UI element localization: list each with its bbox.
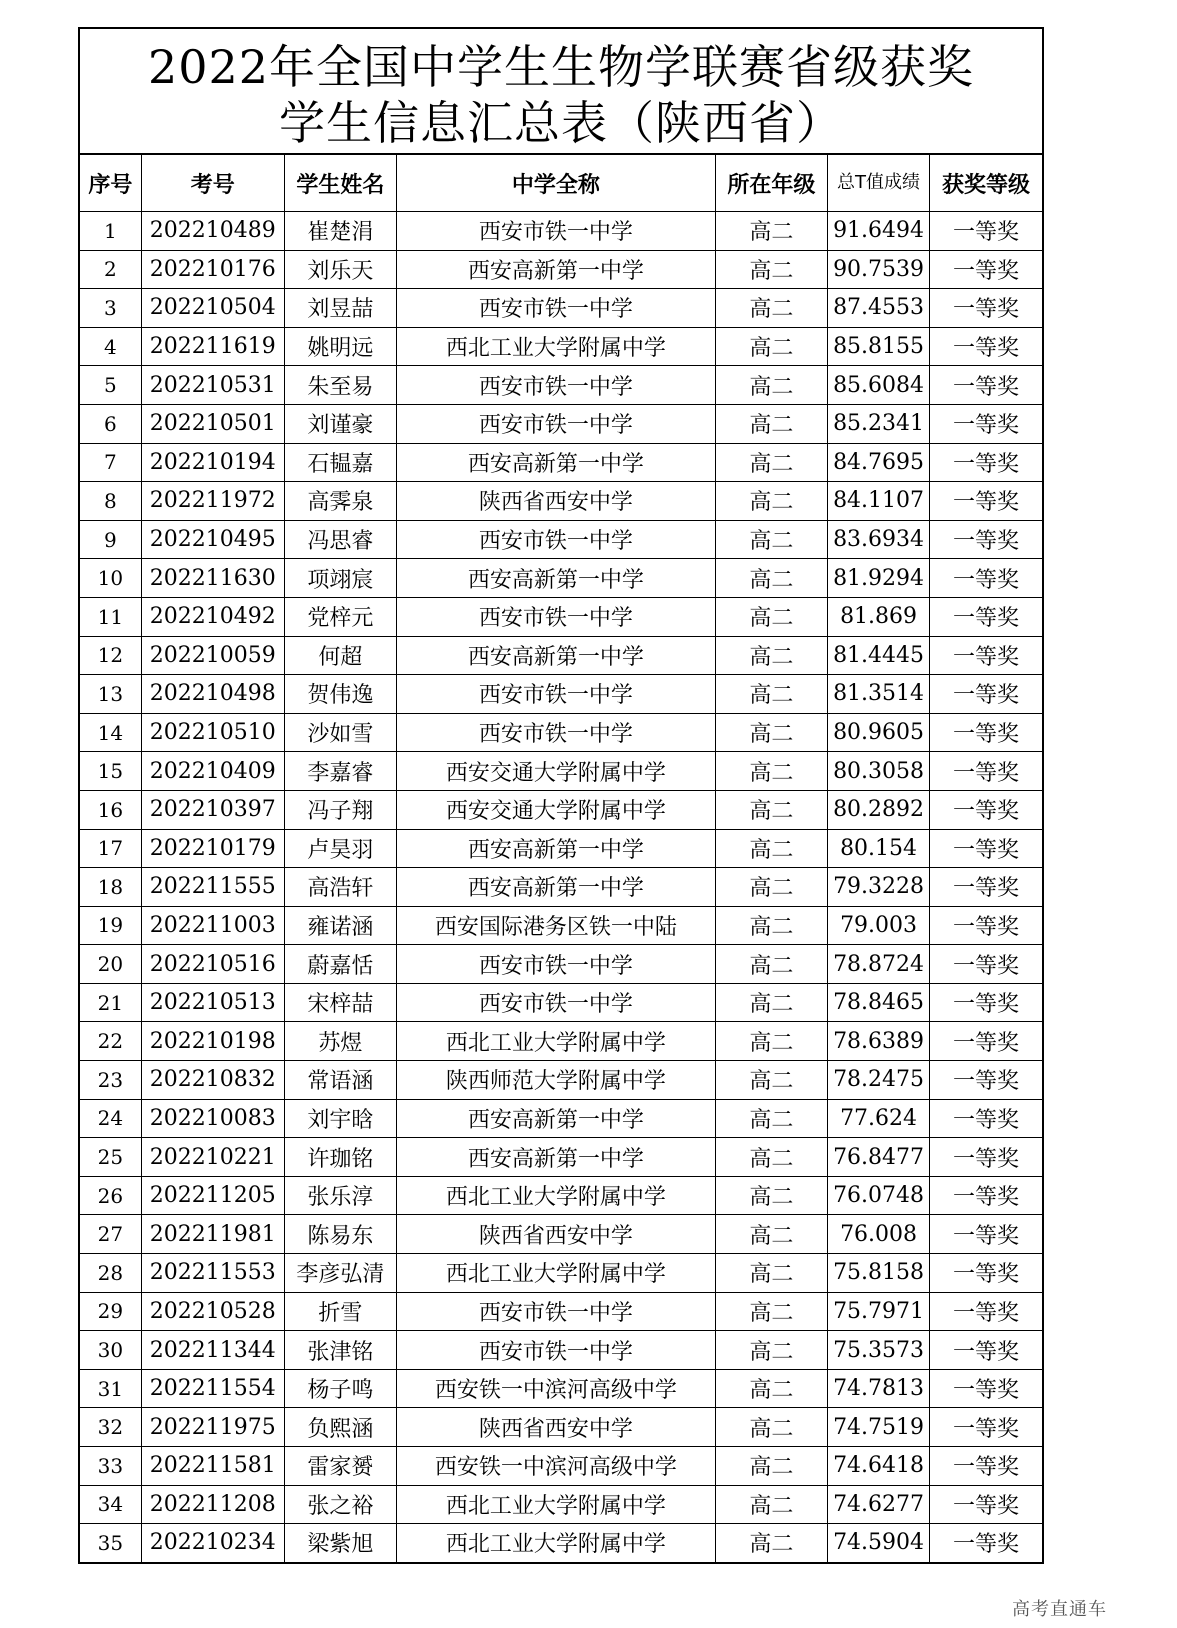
cell-seq: 14 [80,713,141,752]
table-row [80,752,1042,791]
table-row [80,1215,1042,1254]
cell-school: 西安市铁一中学 [397,404,716,443]
cell-name: 苏煜 [284,1022,396,1061]
cell-seq: 28 [80,1254,141,1293]
cell-school: 西北工业大学附属中学 [397,1524,716,1562]
table-row [80,404,1042,443]
cell-school: 西安铁一中滨河高级中学 [397,1447,716,1486]
cell-seq: 11 [80,597,141,636]
cell-seq: 16 [80,790,141,829]
cell-exam-no: 202210504 [141,289,284,328]
table-row [80,1061,1042,1100]
cell-school: 西安高新第一中学 [397,1099,716,1138]
cell-grade: 高二 [715,983,827,1022]
cell-score: 79.3228 [828,868,930,907]
cell-school: 西安高新第一中学 [397,1138,716,1177]
cell-exam-no: 202210409 [141,752,284,791]
cell-score: 80.154 [828,829,930,868]
cell-seq: 21 [80,983,141,1022]
cell-grade: 高二 [715,1369,827,1408]
cell-seq: 24 [80,1099,141,1138]
cell-grade: 高二 [715,559,827,598]
cell-school: 西安市铁一中学 [397,289,716,328]
cell-school: 西安市铁一中学 [397,713,716,752]
table-row [80,636,1042,675]
cell-score: 74.7519 [828,1408,930,1447]
cell-exam-no: 202210513 [141,983,284,1022]
cell-name: 崔楚涓 [284,212,396,251]
cell-seq: 22 [80,1022,141,1061]
cell-grade: 高二 [715,906,827,945]
table-row [80,983,1042,1022]
cell-grade: 高二 [715,675,827,714]
cell-score: 74.7813 [828,1369,930,1408]
cell-award: 一等奖 [930,713,1042,752]
cell-grade: 高二 [715,597,827,636]
cell-grade: 高二 [715,868,827,907]
cell-exam-no: 202211972 [141,482,284,521]
cell-award: 一等奖 [930,366,1042,405]
cell-award: 一等奖 [930,559,1042,598]
cell-name: 高浩轩 [284,868,396,907]
cell-award: 一等奖 [930,1176,1042,1215]
cell-grade: 高二 [715,366,827,405]
cell-exam-no: 202210234 [141,1524,284,1562]
cell-school: 陕西省西安中学 [397,1215,716,1254]
cell-score: 84.7695 [828,443,930,482]
table-row [80,713,1042,752]
cell-name: 李嘉睿 [284,752,396,791]
cell-award: 一等奖 [930,636,1042,675]
cell-name: 雍诺涵 [284,906,396,945]
cell-school: 西北工业大学附属中学 [397,1022,716,1061]
cell-exam-no: 202210501 [141,404,284,443]
cell-school: 西安市铁一中学 [397,212,716,251]
cell-name: 姚明远 [284,327,396,366]
cell-name: 常语涵 [284,1061,396,1100]
cell-school: 西安高新第一中学 [397,636,716,675]
cell-exam-no: 202210198 [141,1022,284,1061]
cell-award: 一等奖 [930,1292,1042,1331]
cell-seq: 8 [80,482,141,521]
cell-school: 西安交通大学附属中学 [397,752,716,791]
cell-seq: 1 [80,212,141,251]
table-row [80,1524,1042,1562]
cell-name: 党梓元 [284,597,396,636]
award-table [80,155,1042,1562]
cell-exam-no: 202210194 [141,443,284,482]
cell-grade: 高二 [715,829,827,868]
cell-score: 84.1107 [828,482,930,521]
table-row [80,327,1042,366]
cell-award: 一等奖 [930,983,1042,1022]
cell-exam-no: 202211553 [141,1254,284,1293]
col-header-exam-no: 考号 [141,155,284,212]
cell-exam-no: 202210492 [141,597,284,636]
table-row [80,520,1042,559]
cell-school: 陕西师范大学附属中学 [397,1061,716,1100]
cell-name: 宋梓喆 [284,983,396,1022]
cell-grade: 高二 [715,1176,827,1215]
cell-award: 一等奖 [930,1331,1042,1370]
cell-school: 西安高新第一中学 [397,443,716,482]
cell-score: 74.6418 [828,1447,930,1486]
col-header-school: 中学全称 [397,155,716,212]
cell-award: 一等奖 [930,1061,1042,1100]
cell-award: 一等奖 [930,829,1042,868]
cell-seq: 3 [80,289,141,328]
cell-score: 80.9605 [828,713,930,752]
cell-school: 西安市铁一中学 [397,983,716,1022]
cell-grade: 高二 [715,1524,827,1562]
header-row [80,155,1042,212]
cell-award: 一等奖 [930,1099,1042,1138]
cell-name: 朱至易 [284,366,396,405]
cell-school: 西安市铁一中学 [397,945,716,984]
cell-grade: 高二 [715,327,827,366]
cell-grade: 高二 [715,443,827,482]
cell-score: 80.3058 [828,752,930,791]
col-header-score: 总T值成绩 [828,155,930,212]
cell-seq: 20 [80,945,141,984]
cell-seq: 13 [80,675,141,714]
table-row [80,906,1042,945]
cell-score: 74.6277 [828,1485,930,1524]
cell-name: 石韫嘉 [284,443,396,482]
cell-name: 张乐淳 [284,1176,396,1215]
cell-school: 西安市铁一中学 [397,1331,716,1370]
cell-score: 78.6389 [828,1022,930,1061]
cell-school: 陕西省西安中学 [397,482,716,521]
table-row [80,675,1042,714]
table-row [80,1138,1042,1177]
cell-seq: 27 [80,1215,141,1254]
cell-score: 81.9294 [828,559,930,598]
cell-score: 90.7539 [828,250,930,289]
cell-name: 杨子鸣 [284,1369,396,1408]
cell-award: 一等奖 [930,675,1042,714]
cell-award: 一等奖 [930,790,1042,829]
cell-school: 西安高新第一中学 [397,829,716,868]
cell-exam-no: 202210531 [141,366,284,405]
table-row [80,1331,1042,1370]
cell-award: 一等奖 [930,1524,1042,1562]
cell-seq: 9 [80,520,141,559]
cell-grade: 高二 [715,482,827,521]
cell-score: 87.4553 [828,289,930,328]
cell-exam-no: 202210176 [141,250,284,289]
cell-grade: 高二 [715,1099,827,1138]
table-row [80,482,1042,521]
cell-award: 一等奖 [930,597,1042,636]
cell-seq: 26 [80,1176,141,1215]
table-row [80,1176,1042,1215]
cell-school: 西北工业大学附属中学 [397,327,716,366]
cell-name: 负熙涵 [284,1408,396,1447]
cell-school: 西安高新第一中学 [397,250,716,289]
cell-exam-no: 202210498 [141,675,284,714]
cell-score: 85.6084 [828,366,930,405]
cell-exam-no: 202210510 [141,713,284,752]
cell-score: 74.5904 [828,1524,930,1562]
cell-exam-no: 202210083 [141,1099,284,1138]
title-line-2: 学生信息汇总表（陕西省） [279,96,843,150]
cell-award: 一等奖 [930,1022,1042,1061]
cell-seq: 6 [80,404,141,443]
cell-grade: 高二 [715,1292,827,1331]
cell-name: 卢昊羽 [284,829,396,868]
cell-seq: 7 [80,443,141,482]
cell-award: 一等奖 [930,520,1042,559]
cell-name: 刘宇晗 [284,1099,396,1138]
cell-exam-no: 202210832 [141,1061,284,1100]
cell-exam-no: 202211003 [141,906,284,945]
cell-grade: 高二 [715,1408,827,1447]
cell-grade: 高二 [715,636,827,675]
cell-seq: 19 [80,906,141,945]
cell-school: 西安国际港务区铁一中陆 [397,906,716,945]
award-sheet [78,27,1044,1564]
cell-grade: 高二 [715,1254,827,1293]
cell-seq: 4 [80,327,141,366]
cell-score: 91.6494 [828,212,930,251]
cell-score: 75.7971 [828,1292,930,1331]
cell-exam-no: 202210495 [141,520,284,559]
cell-score: 85.2341 [828,404,930,443]
table-row [80,790,1042,829]
cell-grade: 高二 [715,212,827,251]
cell-score: 80.2892 [828,790,930,829]
cell-score: 81.869 [828,597,930,636]
cell-seq: 34 [80,1485,141,1524]
cell-school: 西安市铁一中学 [397,597,716,636]
cell-exam-no: 202211630 [141,559,284,598]
cell-grade: 高二 [715,289,827,328]
cell-score: 85.8155 [828,327,930,366]
cell-score: 78.8465 [828,983,930,1022]
cell-award: 一等奖 [930,1138,1042,1177]
table-row [80,1408,1042,1447]
cell-school: 西安市铁一中学 [397,1292,716,1331]
cell-award: 一等奖 [930,1215,1042,1254]
cell-award: 一等奖 [930,752,1042,791]
cell-score: 78.2475 [828,1061,930,1100]
cell-exam-no: 202211205 [141,1176,284,1215]
table-row [80,1447,1042,1486]
cell-school: 西北工业大学附属中学 [397,1176,716,1215]
cell-seq: 18 [80,868,141,907]
cell-exam-no: 202211975 [141,1408,284,1447]
cell-name: 梁紫旭 [284,1524,396,1562]
cell-grade: 高二 [715,790,827,829]
cell-award: 一等奖 [930,945,1042,984]
cell-award: 一等奖 [930,327,1042,366]
table-row [80,868,1042,907]
cell-name: 贺伟逸 [284,675,396,714]
cell-score: 81.3514 [828,675,930,714]
cell-exam-no: 202210179 [141,829,284,868]
cell-name: 项翊宸 [284,559,396,598]
cell-grade: 高二 [715,1061,827,1100]
cell-name: 蔚嘉恬 [284,945,396,984]
cell-name: 陈易东 [284,1215,396,1254]
table-row [80,366,1042,405]
cell-award: 一等奖 [930,1408,1042,1447]
cell-grade: 高二 [715,945,827,984]
cell-seq: 29 [80,1292,141,1331]
cell-school: 西安交通大学附属中学 [397,790,716,829]
cell-grade: 高二 [715,1331,827,1370]
cell-name: 许珈铭 [284,1138,396,1177]
cell-name: 冯思睿 [284,520,396,559]
cell-grade: 高二 [715,1485,827,1524]
cell-school: 西北工业大学附属中学 [397,1254,716,1293]
cell-score: 79.003 [828,906,930,945]
cell-award: 一等奖 [930,1447,1042,1486]
table-row [80,1099,1042,1138]
cell-school: 西安市铁一中学 [397,520,716,559]
cell-seq: 31 [80,1369,141,1408]
cell-award: 一等奖 [930,868,1042,907]
cell-grade: 高二 [715,752,827,791]
cell-award: 一等奖 [930,482,1042,521]
table-row [80,443,1042,482]
cell-award: 一等奖 [930,404,1042,443]
cell-grade: 高二 [715,250,827,289]
table-body [80,212,1042,1562]
cell-score: 81.4445 [828,636,930,675]
cell-score: 83.6934 [828,520,930,559]
cell-exam-no: 202210221 [141,1138,284,1177]
table-row [80,1022,1042,1061]
cell-award: 一等奖 [930,250,1042,289]
cell-school: 西北工业大学附属中学 [397,1485,716,1524]
cell-grade: 高二 [715,1215,827,1254]
title-line-1: 2022年全国中学生生物学联赛省级获奖 [147,40,975,94]
cell-seq: 2 [80,250,141,289]
cell-name: 张之裕 [284,1485,396,1524]
cell-seq: 35 [80,1524,141,1562]
table-row [80,945,1042,984]
cell-seq: 33 [80,1447,141,1486]
cell-seq: 32 [80,1408,141,1447]
table-row [80,250,1042,289]
cell-exam-no: 202210528 [141,1292,284,1331]
cell-name: 高霁泉 [284,482,396,521]
table-row [80,597,1042,636]
cell-score: 75.8158 [828,1254,930,1293]
cell-grade: 高二 [715,1447,827,1486]
col-header-seq: 序号 [80,155,141,212]
table-row [80,829,1042,868]
cell-school: 陕西省西安中学 [397,1408,716,1447]
col-header-award: 获奖等级 [930,155,1042,212]
cell-school: 西安铁一中滨河高级中学 [397,1369,716,1408]
cell-exam-no: 202211344 [141,1331,284,1370]
cell-school: 西安市铁一中学 [397,366,716,405]
cell-grade: 高二 [715,1138,827,1177]
cell-name: 何超 [284,636,396,675]
cell-exam-no: 202210516 [141,945,284,984]
table-row [80,559,1042,598]
cell-name: 刘乐天 [284,250,396,289]
cell-seq: 25 [80,1138,141,1177]
table-row [80,1254,1042,1293]
table-row [80,212,1042,251]
cell-school: 西安市铁一中学 [397,675,716,714]
cell-seq: 30 [80,1331,141,1370]
cell-grade: 高二 [715,404,827,443]
cell-grade: 高二 [715,1022,827,1061]
cell-name: 张津铭 [284,1331,396,1370]
cell-award: 一等奖 [930,1485,1042,1524]
cell-exam-no: 202211208 [141,1485,284,1524]
cell-award: 一等奖 [930,906,1042,945]
cell-score: 75.3573 [828,1331,930,1370]
cell-exam-no: 202210397 [141,790,284,829]
cell-score: 76.0748 [828,1176,930,1215]
cell-name: 刘谨豪 [284,404,396,443]
cell-name: 雷家赟 [284,1447,396,1486]
table-row [80,1369,1042,1408]
table-row [80,1485,1042,1524]
cell-score: 76.008 [828,1215,930,1254]
cell-seq: 10 [80,559,141,598]
cell-name: 刘昱喆 [284,289,396,328]
source-watermark: 高考直通车 [1012,1599,1107,1620]
table-row [80,1292,1042,1331]
cell-score: 76.8477 [828,1138,930,1177]
cell-award: 一等奖 [930,1369,1042,1408]
cell-name: 沙如雪 [284,713,396,752]
cell-exam-no: 202211555 [141,868,284,907]
cell-score: 78.8724 [828,945,930,984]
col-header-name: 学生姓名 [284,155,396,212]
cell-name: 李彦弘清 [284,1254,396,1293]
cell-seq: 15 [80,752,141,791]
cell-name: 折雪 [284,1292,396,1331]
cell-award: 一等奖 [930,443,1042,482]
cell-exam-no: 202211619 [141,327,284,366]
cell-grade: 高二 [715,520,827,559]
cell-school: 西安高新第一中学 [397,559,716,598]
cell-award: 一等奖 [930,212,1042,251]
cell-seq: 5 [80,366,141,405]
cell-exam-no: 202210059 [141,636,284,675]
cell-grade: 高二 [715,713,827,752]
cell-name: 冯子翔 [284,790,396,829]
cell-award: 一等奖 [930,289,1042,328]
cell-exam-no: 202211981 [141,1215,284,1254]
cell-seq: 17 [80,829,141,868]
cell-exam-no: 202210489 [141,212,284,251]
cell-exam-no: 202211581 [141,1447,284,1486]
cell-seq: 23 [80,1061,141,1100]
cell-score: 77.624 [828,1099,930,1138]
cell-exam-no: 202211554 [141,1369,284,1408]
table-row [80,289,1042,328]
cell-seq: 12 [80,636,141,675]
cell-school: 西安高新第一中学 [397,868,716,907]
col-header-grade: 所在年级 [715,155,827,212]
cell-award: 一等奖 [930,1254,1042,1293]
document-title [80,29,1042,155]
